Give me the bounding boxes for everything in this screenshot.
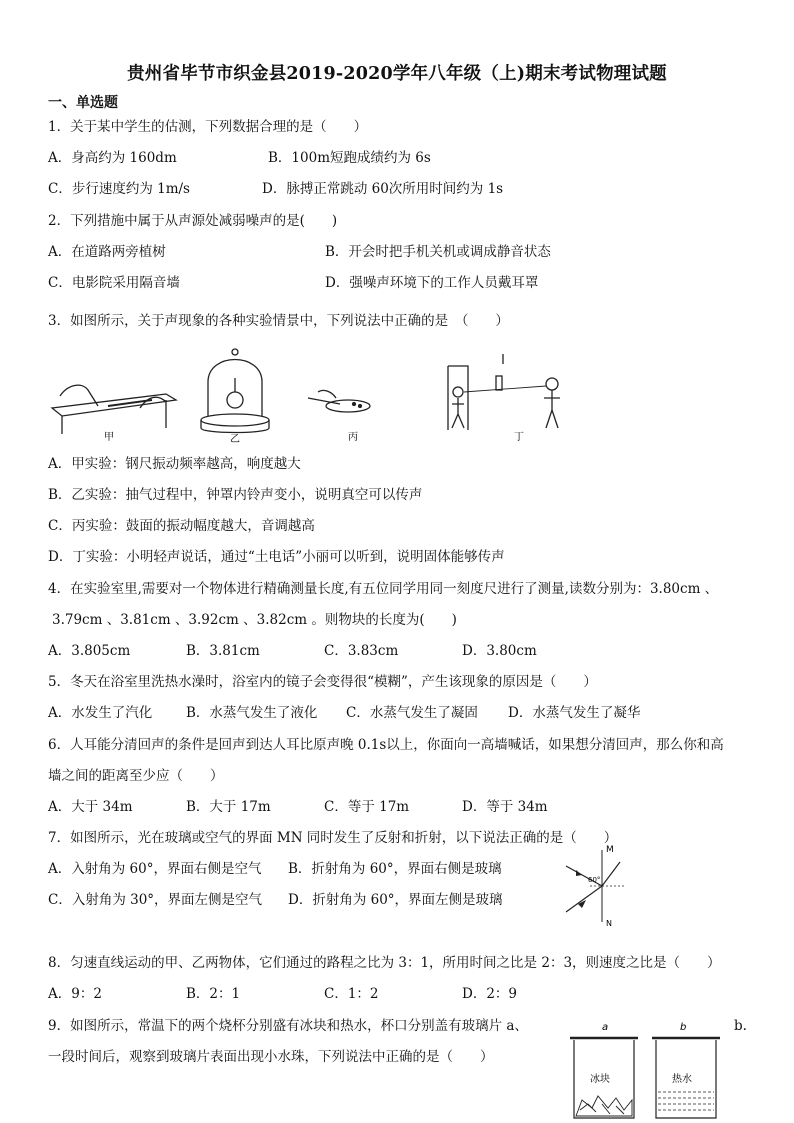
- q7-option-d: D．折射角为 60°，界面左侧是玻璃: [288, 892, 503, 908]
- q4-option-a: A．3.805cm: [48, 643, 131, 659]
- q8-option-c: C．1：2: [324, 986, 379, 1002]
- q4-stem-line1: 4．在实验室里,需要对一个物体进行精确测量长度,有五位同学用同一刻度尺进行了测量,读数分别为：3.80cm 、: [48, 581, 719, 597]
- q3-stem: 3．如图所示，关于声现象的各种实验情景中，下列说法中正确的是 （ ）: [48, 313, 509, 329]
- q1-stem: 1．关于某中学生的估测，下列数据合理的是（ ）: [48, 119, 368, 135]
- q6-stem-line1: 6．人耳能分清回声的条件是回声到达人耳比原声晚 0.1s以上，你面向一高墙喊话，如果想分清回声，那么你和高: [48, 737, 724, 753]
- label-m: M: [606, 845, 614, 855]
- hot-water-lines: [658, 1092, 714, 1110]
- q1-option-d: D．脉搏正常跳动 60次所用时间约为 1s: [262, 181, 504, 197]
- q8-option-b: B．2：1: [186, 986, 241, 1002]
- q5-option-b: B．水蒸气发生了液化: [186, 705, 318, 721]
- q8-stem: 8．匀速直线运动的甲、乙两物体，它们通过的路程之比为 3：1，所用时间之比是 2：3，则速度之比是（ ）: [48, 955, 721, 971]
- q2-stem: 2．下列措施中属于从声源处减弱噪声的是( ): [48, 213, 338, 229]
- q1-option-a: A．身高约为 160dm: [48, 150, 177, 166]
- fig-ding-string-telephone: [448, 354, 560, 430]
- q5-option-c: C．水蒸气发生了凝固: [346, 705, 478, 721]
- q2-option-d: D．强噪声环境下的工作人员戴耳罩: [325, 275, 539, 291]
- fig-label-ding: 丁: [514, 432, 524, 443]
- q3-option-d: D．丁实验：小明轻声说话，通过“土电话”小丽可以听到，说明固体能够传声: [48, 549, 505, 565]
- q2-option-a: A．在道路两旁植树: [48, 244, 166, 260]
- label-angle: 60°: [588, 876, 601, 884]
- q5-stem: 5．冬天在浴室里洗热水澡时，浴室内的镜子会变得很“模糊”，产生该现象的原因是（ ）: [48, 674, 597, 690]
- q6-option-d: D．等于 34m: [462, 799, 548, 815]
- ray-2: [566, 886, 602, 912]
- fig-bing-drum: [308, 390, 370, 412]
- q4-option-c: C．3.83cm: [324, 643, 399, 659]
- q7-option-a: A．入射角为 60°，界面右侧是空气: [48, 861, 262, 877]
- section-heading: 一、单选题: [48, 95, 118, 111]
- q5-option-d: D．水蒸气发生了凝华: [508, 705, 641, 721]
- page-title: 贵州省毕节市织金县2019-2020学年八年级（上)期末考试物理试题: [127, 64, 667, 84]
- q1-option-b: B．100m短跑成绩约为 6s: [268, 150, 431, 166]
- label-glass-a: a: [602, 1022, 609, 1033]
- q8-option-d: D．2：9: [462, 986, 518, 1002]
- q4-option-d: D．3.80cm: [462, 643, 537, 659]
- fig-label-bing: 丙: [348, 432, 358, 443]
- q1-option-c: C．步行速度约为 1m/s: [48, 181, 190, 197]
- q3-option-c: C．丙实验：鼓面的振动幅度越大，音调越高: [48, 518, 315, 534]
- q6-stem-line2: 墙之间的距离至少应（ ）: [48, 768, 224, 784]
- ice-cubes: [576, 1096, 632, 1116]
- fig-label-yi: 乙: [230, 434, 240, 445]
- q7-stem: 7．如图所示，光在玻璃或空气的界面 MN 同时发生了反射和折射，以下说法正确的是（ ）: [48, 830, 618, 846]
- fig-label-jia: 甲: [104, 432, 114, 443]
- beaker-b-label: 热水: [672, 1074, 692, 1085]
- q2-option-c: C．电影院采用隔音墙: [48, 275, 180, 291]
- q4-option-b: B．3.81cm: [186, 643, 260, 659]
- q9-beakers-figure: [568, 1018, 728, 1123]
- q7-option-b: B．折射角为 60°，界面右侧是玻璃: [288, 861, 502, 877]
- label-glass-b: b: [680, 1022, 687, 1033]
- ray-3: [602, 862, 620, 886]
- q7-option-c: C．入射角为 30°，界面左侧是空气: [48, 892, 263, 908]
- fig-yi-bell-jar: [201, 349, 269, 433]
- label-n: N: [606, 919, 612, 928]
- q7-refraction-figure: [560, 842, 640, 928]
- fig-jia-ruler-experiment: [52, 385, 176, 434]
- q8-option-a: A．9：2: [48, 986, 102, 1002]
- q3-option-b: B．乙实验：抽气过程中，钟罩内铃声变小，说明真空可以传声: [48, 487, 423, 503]
- q9-stem-line1: 9．如图所示，常温下的两个烧杯分别盛有冰块和热水，杯口分别盖有玻璃片 a、: [48, 1018, 528, 1034]
- q3-option-a: A．甲实验：钢尺振动频率越高，响度越大: [48, 456, 301, 472]
- q9-stem-line2: 一段时间后，观察到玻璃片表面出现小水珠，下列说法中正确的是（ ）: [48, 1049, 494, 1065]
- q6-option-c: C．等于 17m: [324, 799, 410, 815]
- q5-option-a: A．水发生了汽化: [48, 705, 153, 721]
- q6-option-a: A．大于 34m: [48, 799, 133, 815]
- q9-stem-line1-tail: b.: [734, 1018, 747, 1034]
- q6-option-b: B．大于 17m: [186, 799, 271, 815]
- q4-stem-line2: 3.79cm 、3.81cm 、3.92cm 、3.82cm 。则物块的长度为( ): [52, 612, 457, 628]
- beaker-a-label: 冰块: [590, 1074, 610, 1085]
- q3-figure: [48, 348, 568, 446]
- q2-option-b: B．开会时把手机关机或调成静音状态: [325, 244, 551, 260]
